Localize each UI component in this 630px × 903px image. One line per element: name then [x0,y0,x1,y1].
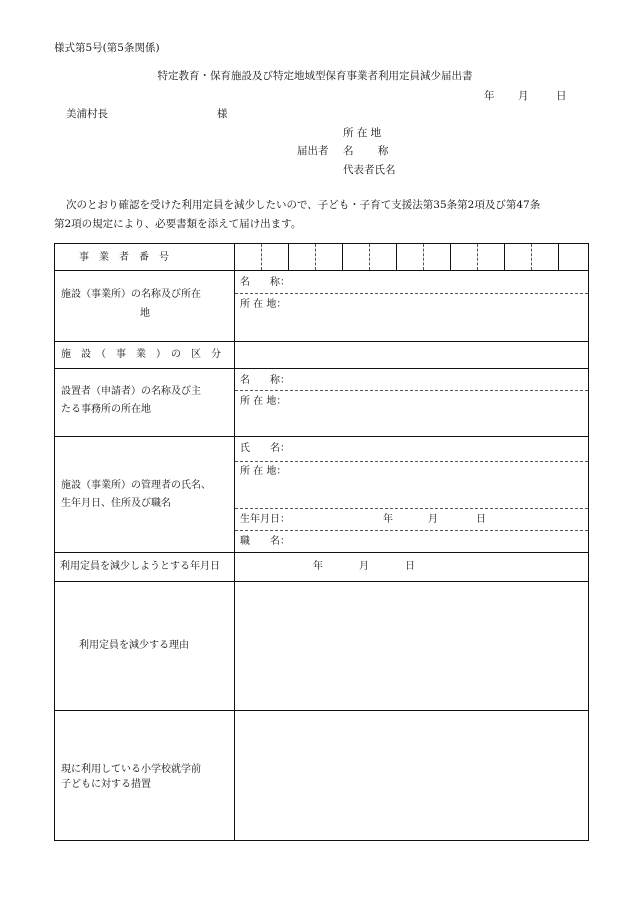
date-year: 年 [484,90,495,102]
body-text-line-1: 次のとおり確認を受けた利用定員を減少したいので、子ども・子育て支援法第35条第2項及び第47条 [66,199,541,211]
field-reduce-month: 月 [359,561,369,572]
field-reduce-day: 日 [405,561,415,572]
field-facility-name: 名 称： [240,277,290,288]
label-measures: 現に利用している小学校就学前 [61,764,201,775]
field-manager-birthdate: 生年月日： [240,514,290,525]
label-facility-name-address: 施設（事業所）の名称及び所在 [61,289,201,300]
date-day: 日 [556,90,567,102]
form-number: 様式第5号(第5条関係) [54,42,160,54]
label-facility-name-address-cont: 地 [140,308,150,319]
date-month: 月 [518,90,529,102]
field-birth-month: 月 [428,514,438,525]
notification-table [54,243,589,841]
notifier-name-label: 名 称 [343,145,389,157]
addressee-honorific: 様 [217,108,228,120]
field-birth-year: 年 [383,514,393,525]
label-founder-cont: たる事務所の所在地 [61,404,151,415]
field-founder-name: 名 称： [240,375,290,386]
field-manager-name: 氏 名： [240,443,290,454]
field-founder-address: 所 在 地： [240,396,287,407]
field-manager-job: 職 名： [240,536,290,547]
addressee-office: 美浦村長 [66,108,108,120]
column-divider [234,244,235,840]
label-facility-type: 施 設 （ 事 業 ） の 区 分 [61,349,221,360]
label-measures-cont: 子どもに対する措置 [61,779,151,790]
body-text-line-2: 第2項の規定により、必要書類を添えて届け出ます。 [54,218,302,230]
notifier-label: 届出者 [297,145,329,157]
field-reduce-year: 年 [313,561,323,572]
label-manager-cont: 生年月日、住所及び職名 [61,498,171,509]
label-manager: 施設（事業所）の管理者の氏名、 [61,480,211,491]
label-reason: 利用定員を減少する理由 [79,640,189,651]
field-manager-address: 所 在 地： [240,466,287,477]
notifier-rep-label: 代表者氏名 [343,164,396,176]
label-founder: 設置者（申請者）の名称及び主 [61,386,201,397]
label-business-number: 事 業 者 番 号 [79,252,169,263]
field-birth-day: 日 [476,514,486,525]
notifier-address-label: 所 在 地 [343,127,382,139]
label-reduce-date: 利用定員を減少しようとする年月日 [60,561,220,572]
document-title: 特定教育・保育施設及び特定地域型保育事業者利用定員減少届出書 [157,70,473,82]
field-facility-address: 所 在 地： [240,299,287,310]
